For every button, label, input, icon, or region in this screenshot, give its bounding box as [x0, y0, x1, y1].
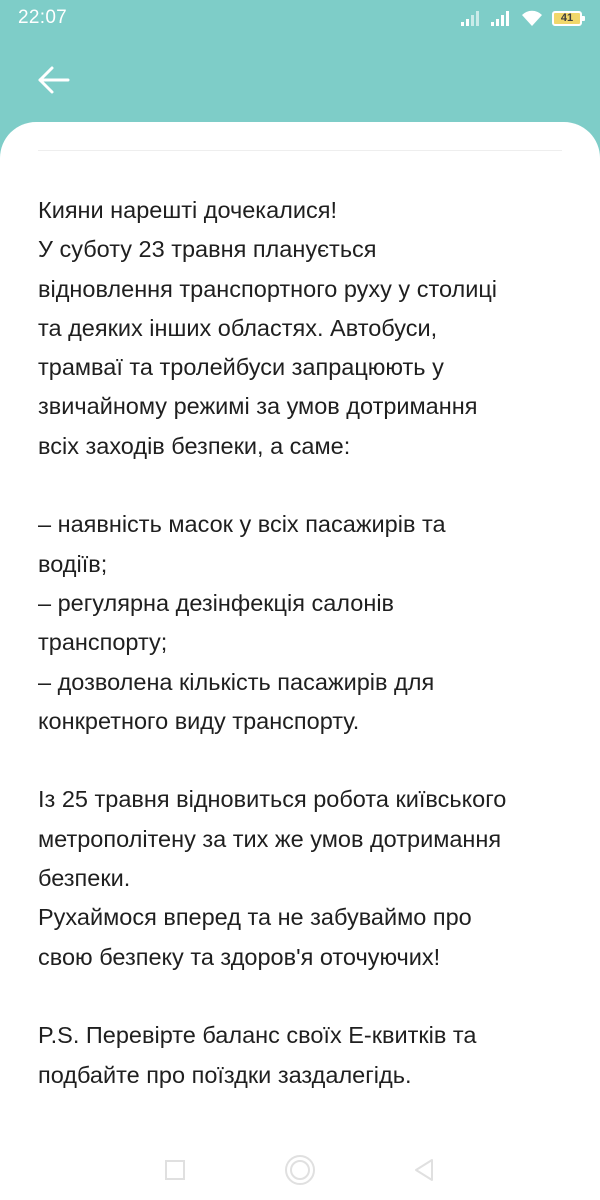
- message-line: метрополітену за тих же умов дотримання: [38, 825, 502, 852]
- triangle-back-icon: [404, 1150, 444, 1190]
- message-line: свою безпеку та здоров'я оточуючих!: [38, 943, 441, 970]
- message-line: – регулярна дезінфекція салонів: [38, 589, 395, 616]
- message-line: відновлення транспортного руху у столиці: [38, 275, 498, 302]
- message-line: Кияни нарешті дочекалися!: [38, 197, 338, 223]
- message-line: звичайному режимі за умов дотримання: [38, 393, 478, 420]
- message-line: Рухаймося вперед та не забуваймо про: [38, 904, 472, 931]
- message-line: всіх заходів безпеки, а саме:: [38, 432, 351, 459]
- home-button[interactable]: [280, 1150, 320, 1190]
- signal-icon: [460, 9, 482, 27]
- app-header: [0, 36, 600, 126]
- status-icons: [460, 8, 582, 28]
- battery-level: 41: [560, 11, 574, 24]
- message-line: конкретного виду транспорту.: [38, 707, 360, 734]
- message-line: подбайте про поїздки заздалегідь.: [38, 1061, 412, 1088]
- system-back-button[interactable]: [404, 1150, 444, 1190]
- message-line: безпеки.: [38, 865, 131, 892]
- battery-icon: [552, 11, 582, 26]
- paragraph-gap: [38, 741, 578, 780]
- paragraph-gap: [38, 977, 578, 1016]
- wifi-icon: [520, 9, 544, 27]
- arrow-left-icon: [30, 60, 78, 100]
- recent-apps-button[interactable]: [155, 1150, 195, 1190]
- message-line: водіїв;: [38, 550, 108, 577]
- status-bar: [0, 0, 600, 36]
- signal-icon: [490, 9, 512, 27]
- back-button[interactable]: [30, 60, 78, 100]
- message-line: – дозволена кількість пасажирів для: [38, 668, 435, 695]
- message-body: [38, 191, 578, 1095]
- message-line: У суботу 23 травня планується: [38, 236, 377, 263]
- square-icon: [155, 1150, 195, 1190]
- divider: [38, 150, 562, 151]
- message-line: транспорту;: [38, 629, 168, 656]
- message-line: та деяких інших областях. Автобуси,: [38, 314, 438, 341]
- circle-home-icon: [280, 1150, 320, 1190]
- message-card: [0, 122, 600, 1200]
- message-line: P.S. Перевірте баланс своїх Е-квитків та: [38, 1022, 477, 1049]
- system-nav-bar: [0, 1140, 600, 1200]
- paragraph-gap: [38, 466, 578, 505]
- status-time: 22:07: [18, 7, 68, 28]
- message-line: трамваї та тролейбуси запрацюють у: [38, 354, 444, 381]
- message-line: Із 25 травня відновиться робота київського: [38, 786, 507, 813]
- message-line: – наявність масок у всіх пасажирів та: [38, 511, 446, 538]
